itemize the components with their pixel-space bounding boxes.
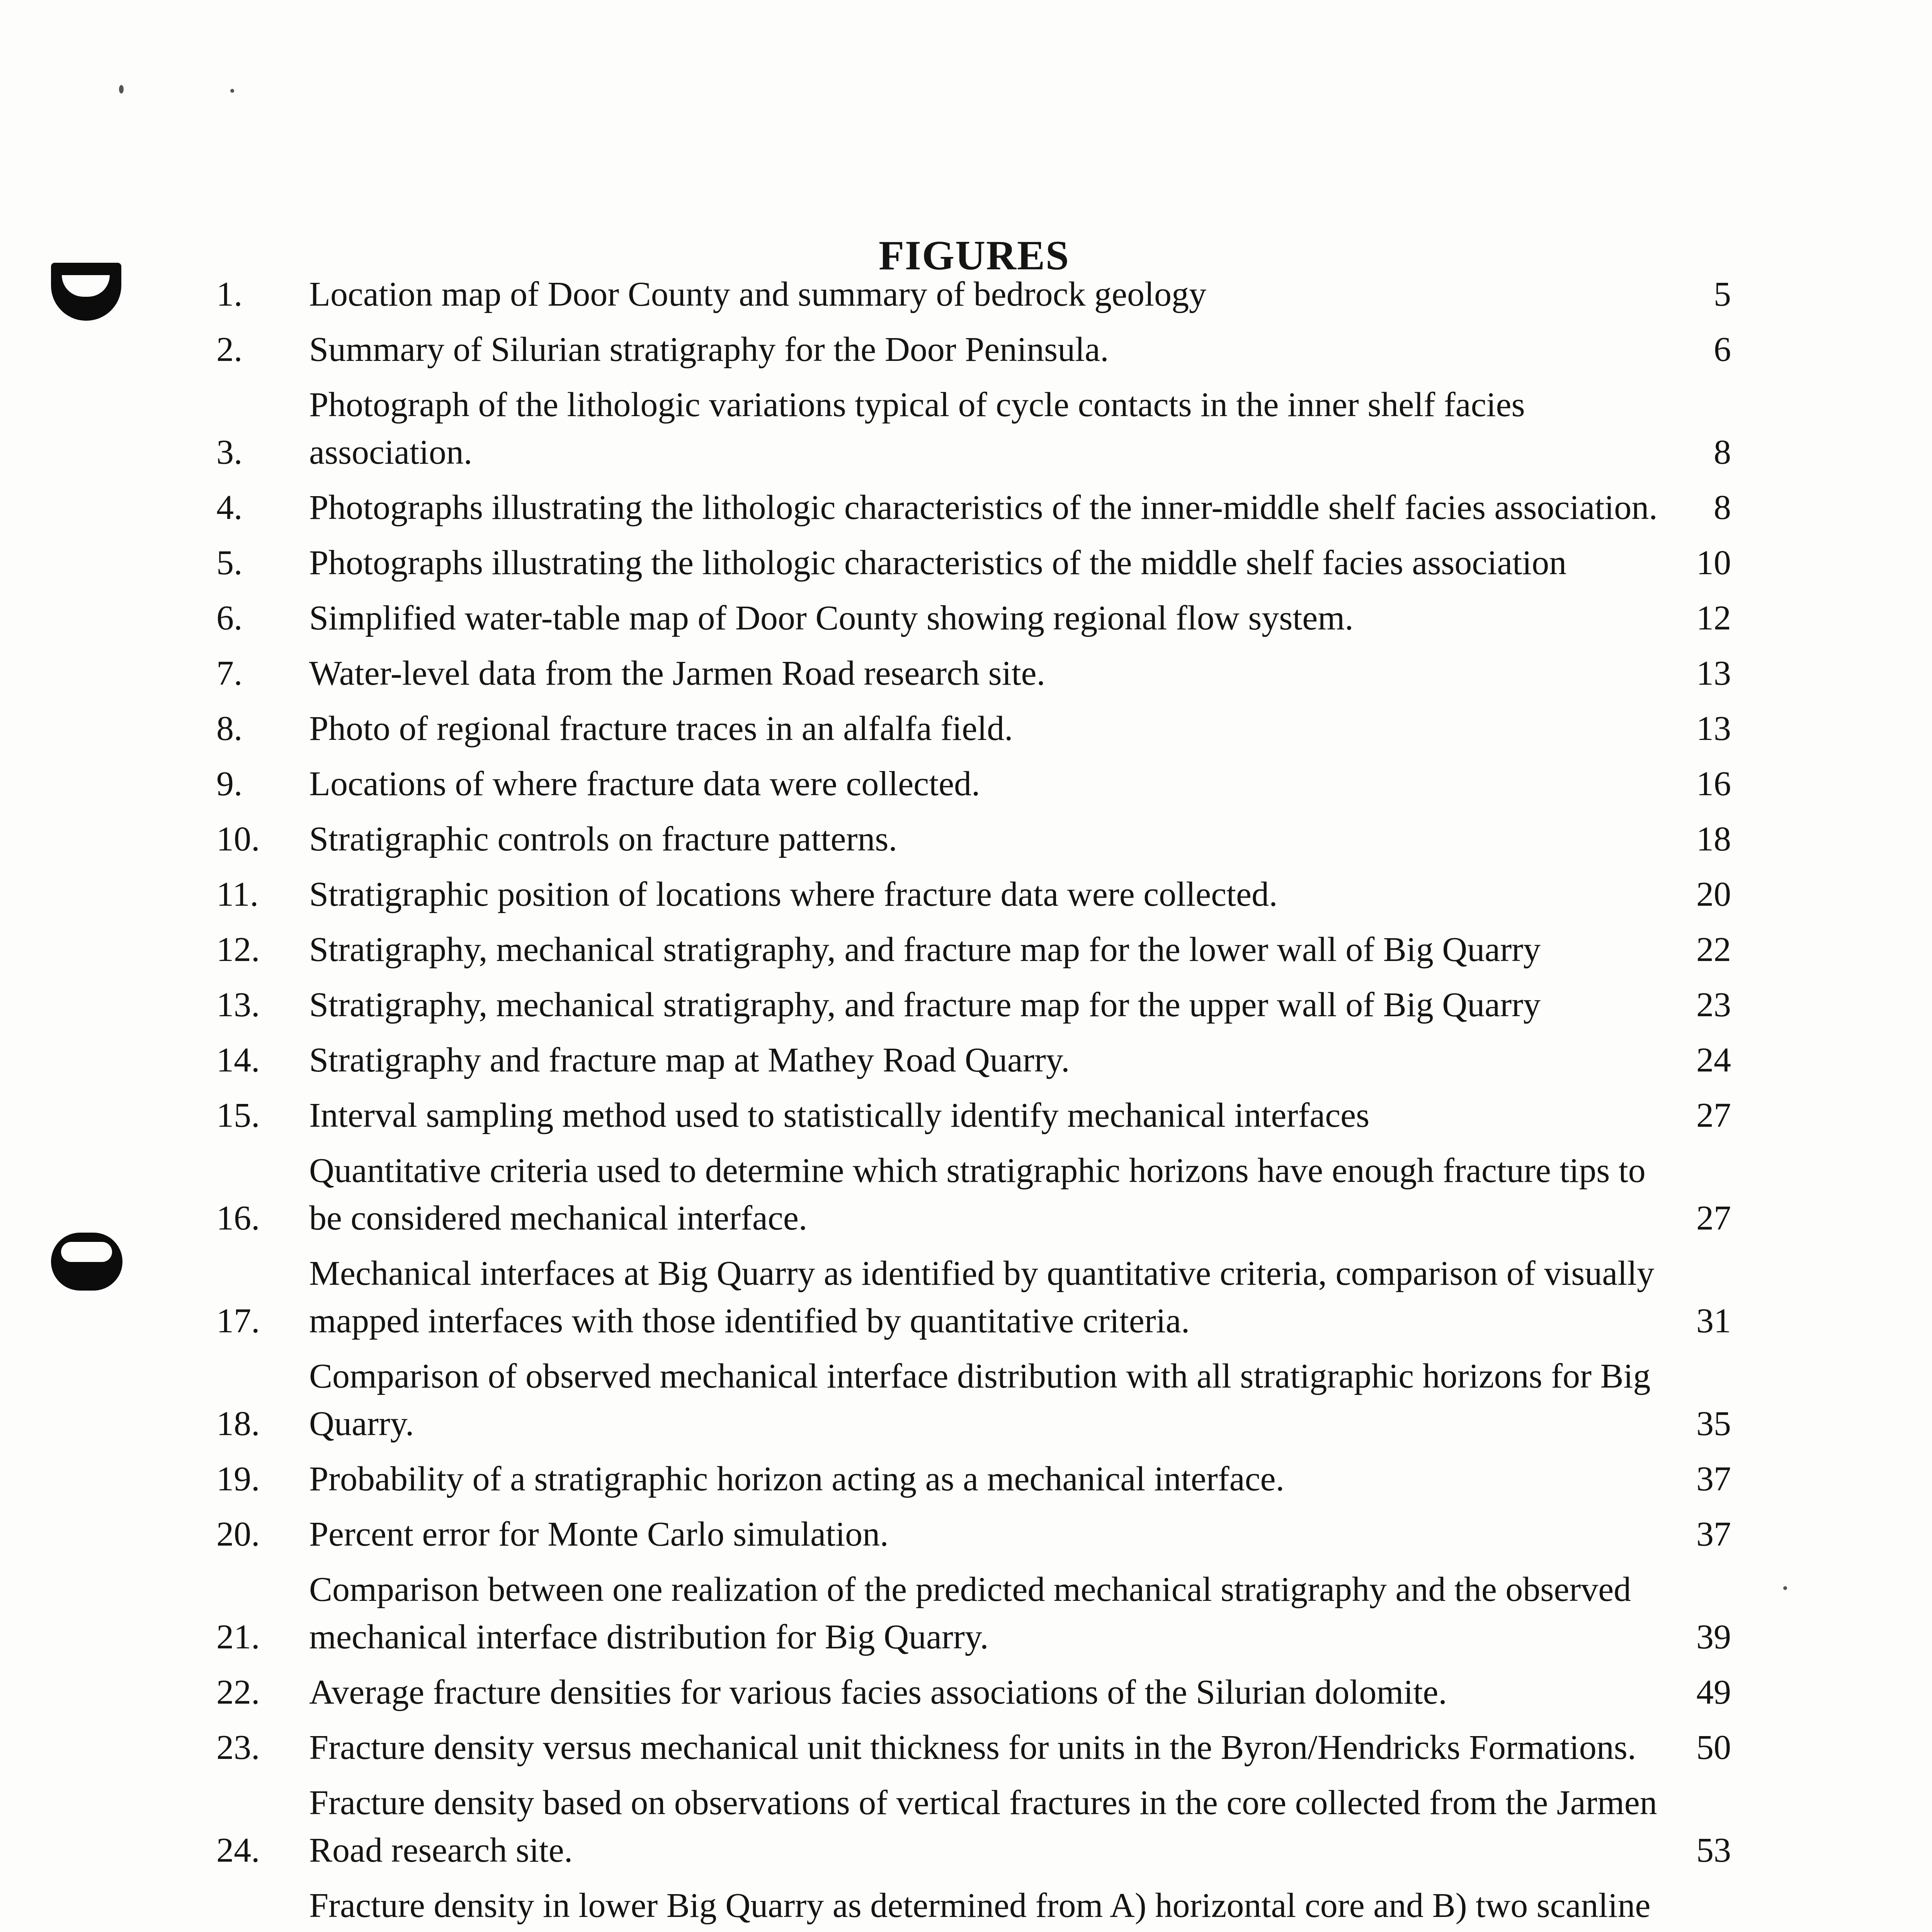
figure-caption: Quantitative criteria used to determine which stratigraphic horizons have enough fracture tips to be considered mechanical interface.: [309, 1151, 1646, 1237]
figure-entry: [216, 1147, 1731, 1242]
figure-page-number: 37: [1696, 1460, 1731, 1498]
figure-entry: [216, 381, 1731, 476]
figure-number: 7.: [216, 654, 243, 692]
figure-number: 18.: [216, 1405, 260, 1443]
page-title: FIGURES: [878, 233, 1070, 279]
figure-caption: Photographs illustrating the lithologic characteristics of the inner-middle shelf facies association.: [309, 488, 1658, 527]
figure-caption: Stratigraphic position of locations where fracture data were collected.: [309, 875, 1278, 913]
figure-page-number: 27: [1696, 1199, 1731, 1237]
figure-entry: [216, 1510, 1731, 1558]
figure-caption: Fracture density based on observations of vertical fractures in the core collected from the Jarmen Road research site.: [309, 1784, 1657, 1869]
figure-number: 17.: [216, 1302, 260, 1340]
figure-entry: [216, 1724, 1731, 1771]
punch-hole: [51, 1233, 122, 1291]
figure-caption: Locations of where fracture data were collected.: [309, 765, 980, 803]
figure-entry: [216, 1352, 1731, 1447]
figure-number: 10.: [216, 820, 260, 858]
figure-number: 3.: [216, 433, 243, 471]
figure-page-number: 39: [1696, 1618, 1731, 1656]
figure-entry: [216, 594, 1731, 642]
figure-entry: [216, 650, 1731, 697]
figure-entry: [216, 705, 1731, 752]
scan-speck: [119, 85, 124, 94]
figure-page-number: 27: [1696, 1096, 1731, 1134]
figure-number: 19.: [216, 1460, 260, 1498]
figure-number: 24.: [216, 1831, 260, 1869]
figure-caption: Photographs illustrating the lithologic characteristics of the middle shelf facies association: [309, 544, 1567, 582]
figure-caption: Summary of Silurian stratigraphy for the Door Peninsula.: [309, 330, 1109, 369]
figure-caption: Stratigraphic controls on fracture patterns.: [309, 820, 897, 858]
figure-entry: [216, 1779, 1731, 1874]
figure-page-number: 37: [1696, 1515, 1731, 1553]
figure-number: 20.: [216, 1515, 260, 1553]
figure-number: 4.: [216, 488, 243, 527]
figure-entry: [216, 926, 1731, 973]
figure-number: 23.: [216, 1728, 260, 1767]
figure-number: 16.: [216, 1199, 260, 1237]
figure-page-number: 8: [1714, 433, 1731, 471]
figure-caption: Stratigraphy and fracture map at Mathey Road Quarry.: [309, 1041, 1070, 1079]
figure-caption: Interval sampling method used to statistically identify mechanical interfaces: [309, 1096, 1370, 1134]
figure-number: 9.: [216, 765, 243, 803]
figure-page-number: 24: [1696, 1041, 1731, 1079]
figure-page-number: 8: [1714, 488, 1731, 527]
figure-page-number: 16: [1696, 765, 1731, 803]
figure-entry: [216, 760, 1731, 808]
figure-number: 14.: [216, 1041, 260, 1079]
figure-page-number: 10: [1696, 544, 1731, 582]
figure-entry: [216, 326, 1731, 373]
figure-page-number: 50: [1696, 1728, 1731, 1767]
figure-caption: Mechanical interfaces at Big Quarry as identified by quantitative criteria, comparison of visually mapped interfaces with those identified by quantitative criteria.: [309, 1254, 1655, 1340]
figure-caption: Water-level data from the Jarmen Road research site.: [309, 654, 1046, 692]
figure-caption: Location map of Door County and summary of bedrock geology: [309, 275, 1206, 313]
figure-page-number: 5: [1714, 275, 1731, 313]
figure-entry: [216, 1092, 1731, 1139]
figure-caption: Probability of a stratigraphic horizon acting as a mechanical interface.: [309, 1460, 1284, 1498]
figure-entry: [216, 1455, 1731, 1503]
figure-entry: [216, 539, 1731, 587]
figure-caption: Average fracture densities for various facies associations of the Silurian dolomite.: [309, 1673, 1447, 1711]
figure-number: 1.: [216, 275, 243, 313]
figure-caption: Stratigraphy, mechanical stratigraphy, and fracture map for the lower wall of Big Quarry: [309, 930, 1541, 969]
figure-page-number: 35: [1696, 1405, 1731, 1443]
figure-number: 22.: [216, 1673, 260, 1711]
figure-caption: Photograph of the lithologic variations typical of cycle contacts in the inner shelf facies association.: [309, 386, 1525, 471]
figure-caption: Simplified water-table map of Door County showing regional flow system.: [309, 599, 1354, 637]
figure-entry: [216, 1668, 1731, 1716]
scan-speck: [230, 89, 234, 93]
figure-caption: Percent error for Monte Carlo simulation.: [309, 1515, 889, 1553]
figure-page-number: 53: [1696, 1831, 1731, 1869]
figure-caption: Photo of regional fracture traces in an alfalfa field.: [309, 709, 1013, 748]
figure-number: 8.: [216, 709, 243, 748]
figure-entry: [216, 815, 1731, 863]
figure-number: 11.: [216, 875, 259, 913]
figure-page-number: 49: [1696, 1673, 1731, 1711]
figure-number: 2.: [216, 330, 243, 369]
figure-page-number: 31: [1696, 1302, 1731, 1340]
figure-page-number: 22: [1696, 930, 1731, 969]
figure-number: 5.: [216, 544, 243, 582]
figure-page-number: 12: [1696, 599, 1731, 637]
figure-number: 6.: [216, 599, 243, 637]
figure-page-number: [1681, 1929, 1731, 1932]
figure-entry: [216, 1250, 1731, 1345]
figure-entry: [216, 1566, 1731, 1661]
figures-list: [216, 270, 1731, 1932]
figure-page-number: 13: [1696, 654, 1731, 692]
figure-caption: Stratigraphy, mechanical stratigraphy, and fracture map for the upper wall of Big Quarry: [309, 986, 1541, 1024]
figure-entry: [216, 1882, 1731, 1932]
figure-caption: Fracture density versus mechanical unit thickness for units in the Byron/Hendricks Formations.: [309, 1728, 1636, 1767]
figure-number: [216, 1929, 309, 1932]
figure-page-number: 6: [1714, 330, 1731, 369]
figure-number: 21.: [216, 1618, 260, 1656]
figure-page-number: 20: [1696, 875, 1731, 913]
figure-caption: Comparison between one realization of the predicted mechanical stratigraphy and the observed mechanical interface distribution for Big Quarry.: [309, 1570, 1631, 1656]
figure-number: 12.: [216, 930, 260, 969]
figure-entry: [216, 1036, 1731, 1084]
figure-number: 13.: [216, 986, 260, 1024]
figure-page-number: 23: [1696, 986, 1731, 1024]
figure-page-number: 18: [1696, 820, 1731, 858]
figure-entry: [216, 270, 1731, 318]
figure-entry: [216, 484, 1731, 531]
figure-number: 15.: [216, 1096, 260, 1134]
figure-caption: Comparison of observed mechanical interface distribution with all stratigraphic horizons for Big Quarry.: [309, 1357, 1651, 1443]
figure-entry: [216, 981, 1731, 1029]
figure-entry: [216, 871, 1731, 918]
figure-caption: Fracture density in lower Big Quarry as determined from A) horizontal core and B) two scanline: [309, 1886, 1651, 1925]
figure-page-number: 13: [1696, 709, 1731, 748]
scan-speck: [1783, 1586, 1787, 1590]
